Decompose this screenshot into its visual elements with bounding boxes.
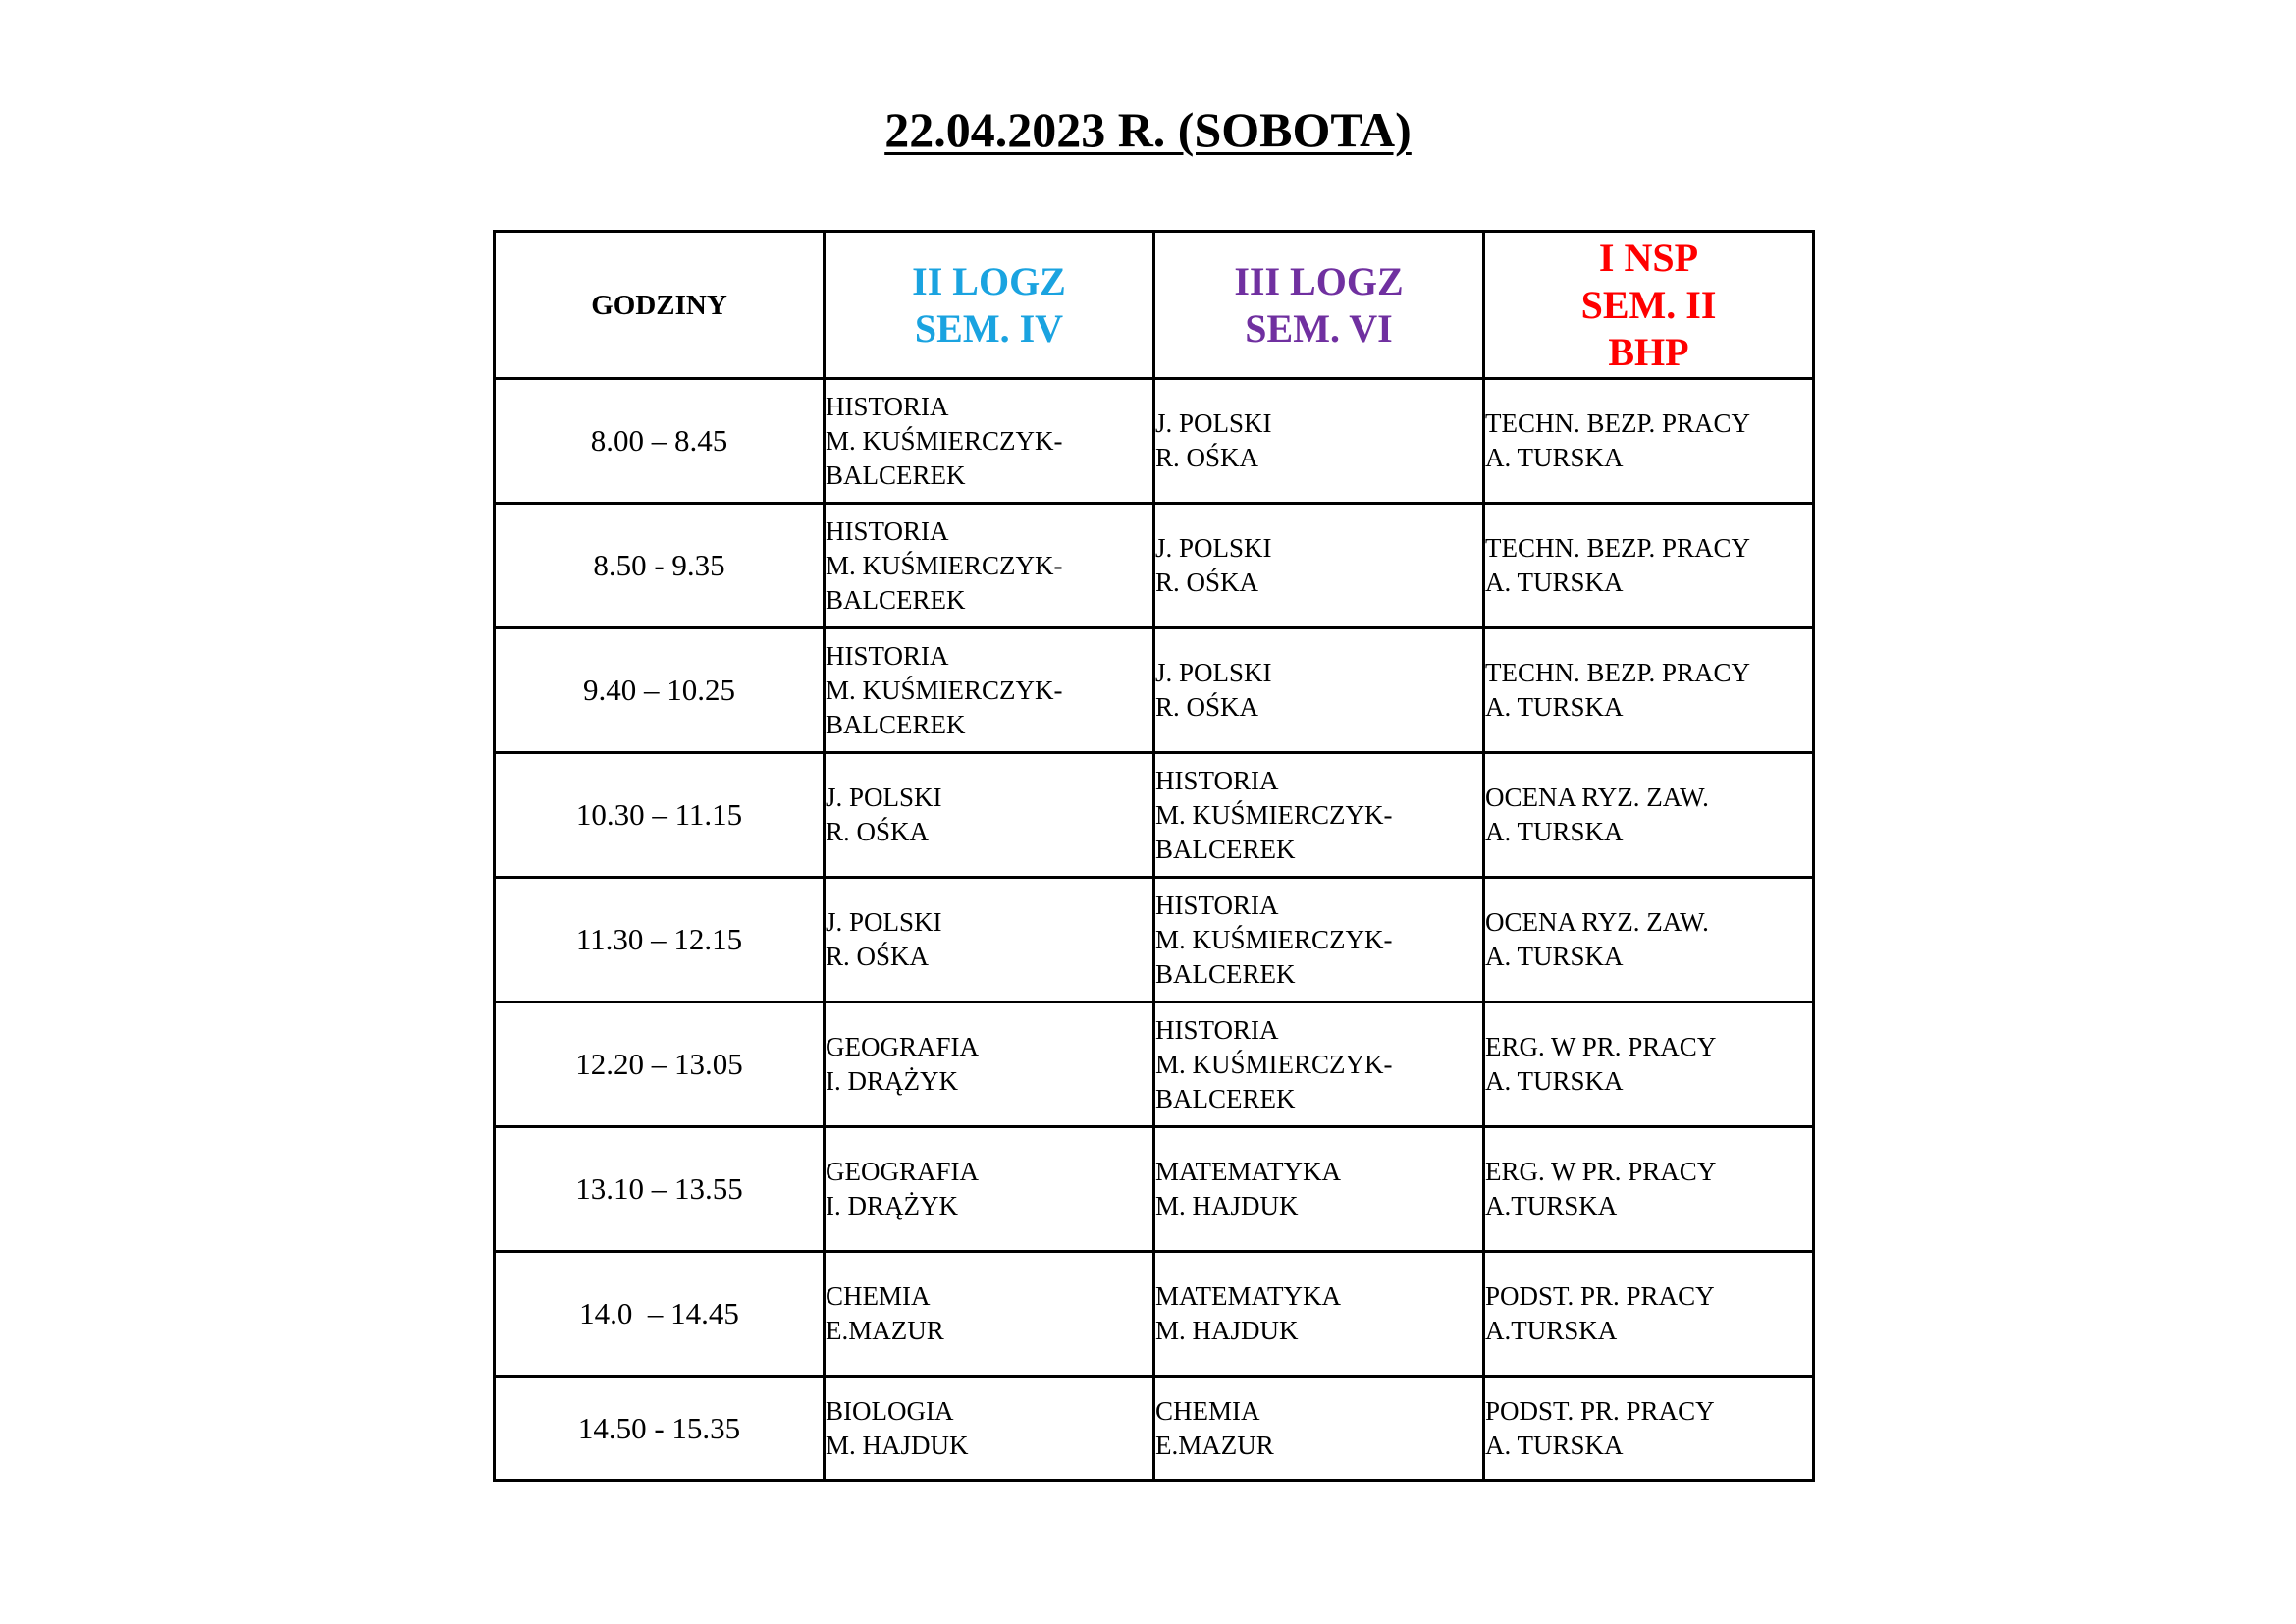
lesson-cell	[825, 1127, 1154, 1252]
lesson-cell	[825, 628, 1154, 753]
subject-name: HISTORIA	[1155, 1014, 1279, 1045]
lesson-cell	[1484, 504, 1814, 628]
subject-name: HISTORIA	[826, 640, 949, 671]
teacher-name: A. TURSKA	[1485, 1066, 1624, 1096]
teacher-name: BALCEREK	[826, 460, 966, 490]
teacher-name: R. OŚKA	[1155, 443, 1259, 472]
teacher-name: M. KUŚMIERCZYK-	[826, 550, 1063, 580]
group-header-line: SEM. II	[1580, 282, 1717, 327]
subject-name: MATEMATYKA	[1155, 1157, 1341, 1186]
lesson-cell	[1484, 1002, 1814, 1127]
teacher-name: A. TURSKA	[1485, 692, 1624, 722]
teacher-name: R. OŚKA	[1155, 568, 1259, 597]
time-cell: 14.50 - 15.35	[495, 1377, 825, 1481]
group-header-ii-logz	[825, 232, 1154, 379]
time-cell: 13.10 – 13.55	[495, 1127, 825, 1252]
lesson-cell	[1154, 1252, 1484, 1377]
teacher-name: M. HAJDUK	[1155, 1191, 1299, 1220]
teacher-name: I. DRĄŻYK	[826, 1066, 958, 1096]
teacher-name: A. TURSKA	[1485, 443, 1624, 472]
lesson-cell	[1484, 1377, 1814, 1481]
subject-name: BIOLOGIA	[826, 1395, 954, 1426]
group-header-line: SEM. VI	[1245, 305, 1393, 351]
lesson-cell	[825, 1002, 1154, 1127]
time-cell: 10.30 – 11.15	[495, 753, 825, 878]
subject-name: J. POLSKI	[826, 783, 942, 812]
subject-name: J. POLSKI	[1155, 658, 1272, 687]
time-cell: 8.50 - 9.35	[495, 504, 825, 628]
teacher-name: BALCEREK	[826, 584, 966, 615]
lesson-cell	[1154, 379, 1484, 504]
lesson-cell	[1484, 379, 1814, 504]
group-header-i-nsp	[1484, 232, 1814, 379]
subject-name: CHEMIA	[826, 1281, 931, 1311]
lesson-cell	[825, 1377, 1154, 1481]
subject-name: PODST. PR. PRACY	[1485, 1281, 1715, 1311]
group-header-iii-logz	[1154, 232, 1484, 379]
teacher-name: I. DRĄŻYK	[826, 1191, 958, 1220]
lesson-cell	[825, 504, 1154, 628]
group-header-line: II LOGZ	[912, 258, 1066, 303]
teacher-name: E.MAZUR	[826, 1316, 944, 1345]
teacher-name: M. KUŚMIERCZYK-	[1155, 1049, 1393, 1079]
subject-name: TECHN. BEZP. PRACY	[1485, 533, 1751, 563]
table-row	[495, 878, 1814, 1002]
teacher-name: A. TURSKA	[1485, 817, 1624, 846]
teacher-name: BALCEREK	[1155, 958, 1296, 989]
teacher-name: M. HAJDUK	[826, 1430, 969, 1460]
lesson-cell	[825, 379, 1154, 504]
teacher-name: BALCEREK	[826, 709, 966, 739]
group-header-line: SEM. IV	[914, 305, 1064, 351]
lesson-cell	[1154, 753, 1484, 878]
teacher-name: BALCEREK	[1155, 834, 1296, 864]
lesson-cell	[825, 753, 1154, 878]
table-row	[495, 1252, 1814, 1377]
subject-name: J. POLSKI	[1155, 408, 1272, 438]
lesson-cell	[1484, 628, 1814, 753]
teacher-name: M. HAJDUK	[1155, 1316, 1299, 1345]
table-row	[495, 753, 1814, 878]
subject-name: MATEMATYKA	[1155, 1281, 1341, 1311]
table-row	[495, 628, 1814, 753]
table-header-row	[495, 232, 1814, 379]
time-cell: 8.00 – 8.45	[495, 379, 825, 504]
teacher-name: A. TURSKA	[1485, 1430, 1624, 1460]
subject-name: OCENA RYZ. ZAW.	[1485, 907, 1709, 937]
lesson-cell	[1154, 1377, 1484, 1481]
teacher-name: M. KUŚMIERCZYK-	[1155, 924, 1393, 954]
group-header-line: I NSP	[1598, 235, 1699, 280]
teacher-name: BALCEREK	[1155, 1083, 1296, 1113]
lesson-cell	[1154, 1002, 1484, 1127]
lesson-cell	[1484, 878, 1814, 1002]
teacher-name: R. OŚKA	[826, 942, 930, 971]
subject-name: CHEMIA	[1155, 1395, 1260, 1426]
teacher-name: A.TURSKA	[1485, 1316, 1618, 1345]
teacher-name: A.TURSKA	[1485, 1191, 1618, 1220]
lesson-cell	[1154, 628, 1484, 753]
subject-name: ERG. W PR. PRACY	[1485, 1157, 1717, 1186]
hours-column-header: GODZINY	[495, 232, 825, 379]
lesson-cell	[1154, 878, 1484, 1002]
lesson-cell	[1484, 753, 1814, 878]
table-row	[495, 1127, 1814, 1252]
subject-name: J. POLSKI	[826, 907, 942, 937]
page-title	[0, 100, 2296, 159]
subject-name: PODST. PR. PRACY	[1485, 1395, 1715, 1426]
subject-name: HISTORIA	[826, 391, 949, 421]
table-row	[495, 504, 1814, 628]
schedule-table	[493, 230, 1815, 1482]
table-row	[495, 1377, 1814, 1481]
subject-name: OCENA RYZ. ZAW.	[1485, 783, 1709, 812]
lesson-cell	[1154, 504, 1484, 628]
subject-name: HISTORIA	[826, 515, 949, 546]
lesson-cell	[825, 878, 1154, 1002]
teacher-name: A. TURSKA	[1485, 568, 1624, 597]
subject-name: TECHN. BEZP. PRACY	[1485, 408, 1751, 438]
subject-name: J. POLSKI	[1155, 533, 1272, 563]
teacher-name: M. KUŚMIERCZYK-	[1155, 799, 1393, 830]
time-cell: 14.0 – 14.45	[495, 1252, 825, 1377]
teacher-name: A. TURSKA	[1485, 942, 1624, 971]
lesson-cell	[1154, 1127, 1484, 1252]
teacher-name: R. OŚKA	[826, 817, 930, 846]
table-row	[495, 1002, 1814, 1127]
teacher-name: R. OŚKA	[1155, 692, 1259, 722]
time-cell: 12.20 – 13.05	[495, 1002, 825, 1127]
page-title-text: 22.04.2023 R. (SOBOTA)	[884, 102, 1412, 157]
teacher-name: M. KUŚMIERCZYK-	[826, 675, 1063, 705]
group-header-line: BHP	[1608, 329, 1689, 374]
group-header-line: III LOGZ	[1234, 258, 1404, 303]
subject-name: ERG. W PR. PRACY	[1485, 1032, 1717, 1061]
time-cell: 9.40 – 10.25	[495, 628, 825, 753]
lesson-cell	[825, 1252, 1154, 1377]
subject-name: HISTORIA	[1155, 890, 1279, 920]
table-row	[495, 379, 1814, 504]
subject-name: GEOGRAFIA	[826, 1157, 980, 1186]
teacher-name: E.MAZUR	[1155, 1430, 1274, 1460]
lesson-cell	[1484, 1127, 1814, 1252]
lesson-cell	[1484, 1252, 1814, 1377]
subject-name: HISTORIA	[1155, 765, 1279, 795]
teacher-name: M. KUŚMIERCZYK-	[826, 425, 1063, 456]
subject-name: TECHN. BEZP. PRACY	[1485, 658, 1751, 687]
subject-name: GEOGRAFIA	[826, 1032, 980, 1061]
time-cell: 11.30 – 12.15	[495, 878, 825, 1002]
